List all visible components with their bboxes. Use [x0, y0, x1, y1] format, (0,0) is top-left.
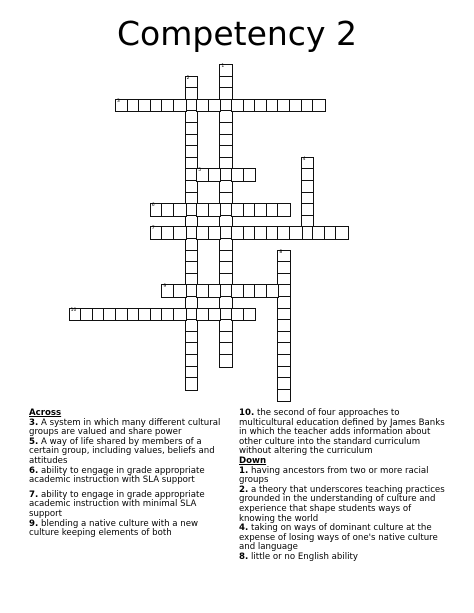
grid-cell-number: 5	[198, 168, 202, 174]
grid-cell[interactable]	[266, 284, 280, 298]
across-clues	[29, 409, 229, 539]
grid-cell[interactable]	[277, 203, 291, 217]
down-clues-column	[239, 409, 449, 563]
clue-across-7: 7. ability to engage in grade appropriate academic instruction with minimal SLA support	[29, 489, 205, 519]
grid-cell-number: 9	[163, 284, 167, 290]
puzzle-title: Competency 2	[117, 14, 357, 53]
grid-cell-number: 10	[70, 307, 77, 313]
grid-cell[interactable]	[173, 308, 187, 322]
grid-cell[interactable]	[173, 203, 187, 217]
clue-across-9: 9. blending a native culture with a new culture keeping elements of both	[29, 518, 199, 539]
grid-cell[interactable]	[173, 284, 187, 298]
grid-cell[interactable]	[173, 226, 187, 240]
clue-across-5: 5. A way of life shared by members of a certain group, including values, beliefs and attitudes	[29, 436, 215, 466]
grid-cell-number: 2	[186, 75, 190, 81]
clue-across-6: 6. ability to engage in grade appropriate academic instruction with SLA support	[29, 465, 205, 486]
grid-cell[interactable]	[208, 203, 222, 217]
grid-cell[interactable]	[312, 99, 326, 113]
grid-cell-number: 8	[279, 249, 283, 255]
grid-cell[interactable]	[208, 284, 222, 298]
grid-cell[interactable]	[277, 389, 291, 403]
grid-cell[interactable]	[208, 99, 222, 113]
across-header: Across	[29, 408, 62, 418]
grid-cell[interactable]	[289, 226, 303, 240]
grid-cell[interactable]	[208, 308, 222, 322]
grid-cell[interactable]	[219, 354, 233, 368]
clue-down-2: 2. a theory that underscores teaching practices grounded in the understanding of culture and experience that shape students ways of knowing the world	[239, 484, 445, 524]
clue-down-8: 8. little or no English ability	[239, 551, 358, 562]
grid-cell[interactable]	[173, 99, 187, 113]
clue-down-1: 1. having ancestors from two or more racial groups	[239, 465, 429, 486]
grid-cell[interactable]	[208, 168, 222, 182]
down-header: Down	[239, 455, 267, 466]
grid-cell-number: 1	[221, 64, 225, 69]
grid-cell[interactable]	[185, 377, 199, 391]
grid-cell[interactable]	[243, 308, 257, 322]
grid-cell[interactable]	[243, 168, 257, 182]
grid-cell-number: 6	[151, 203, 155, 209]
grid-cell-number: 7	[151, 226, 155, 232]
grid-cell[interactable]	[335, 226, 349, 240]
grid-cell[interactable]	[208, 226, 222, 240]
grid-cell-number: 4	[302, 156, 306, 162]
clue-across-3: 3. A system in which many different cultural groups are valued and share power	[29, 417, 221, 438]
clue-across-10: 10. the second of four approaches to multicultural education defined by James Banks in which the teacher adds information about other culture into the standard curriculum without altering the curriculum	[239, 408, 445, 457]
clue-down-4: 4. taking on ways of dominant culture at the expense of losing ways of one's native culture and language	[239, 523, 438, 553]
grid-cell-number: 3	[117, 98, 120, 104]
